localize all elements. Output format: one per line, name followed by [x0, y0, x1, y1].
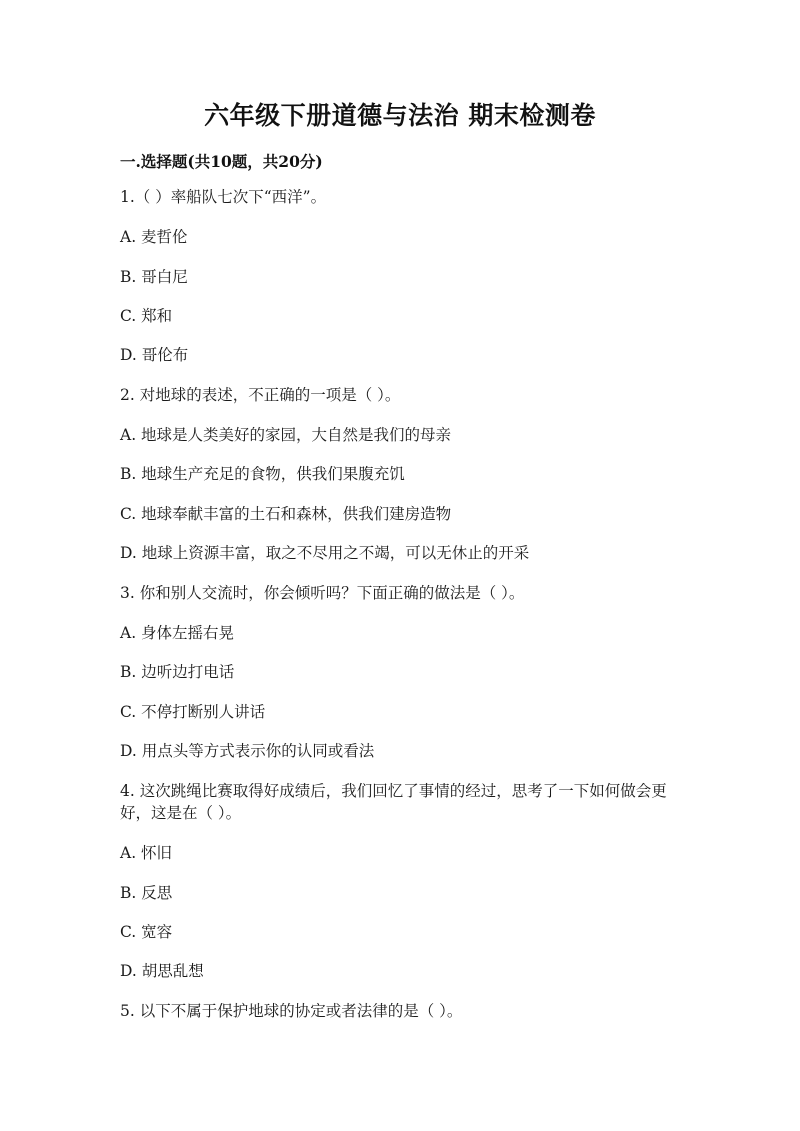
question-5-stem: 5. 以下不属于保护地球的协定或者法律的是（ ）。: [120, 1002, 463, 1020]
question-3-option-b: B. 边听边打电话: [120, 663, 235, 681]
question-1-stem: 1.（ ）率船队七次下“西洋”。: [120, 188, 327, 206]
question-4-option-d: D. 胡思乱想: [120, 962, 204, 980]
question-3-option-c: C. 不停打断别人讲话: [120, 703, 266, 721]
question-2-stem: 2. 对地球的表述，不正确的一项是（ ）。: [120, 386, 401, 404]
question-4-stem: 4. 这次跳绳比赛取得好成绩后，我们回忆了事情的经过，思考了一下如何做会更好，这是在（ ）。: [120, 782, 667, 822]
question-2-option-c: C. 地球奉献丰富的土石和森林，供我们建房造物: [120, 505, 452, 523]
exam-title: 六年级下册道德与法治 期末检测卷: [204, 101, 596, 130]
question-1-option-a: A. 麦哲伦: [120, 228, 188, 246]
question-4-option-a: A. 怀旧: [120, 844, 173, 862]
question-1-option-d: D. 哥伦布: [120, 346, 189, 364]
question-2-option-b: B. 地球生产充足的食物，供我们果腹充饥: [120, 465, 405, 483]
question-3-option-d: D. 用点头等方式表示你的认同或看法: [120, 742, 375, 760]
question-2-option-d: D. 地球上资源丰富，取之不尽用之不竭，可以无休止的开采: [120, 544, 530, 562]
question-1-option-b: B. 哥白尼: [120, 268, 188, 286]
question-3-stem: 3. 你和别人交流时，你会倾听吗？下面正确的做法是（ ）。: [120, 584, 525, 602]
question-4-option-c: C. 宽容: [120, 923, 173, 941]
question-2-option-a: A. 地球是人类美好的家园，大自然是我们的母亲: [120, 426, 452, 444]
section-heading: 一.选择题(共10题，共20分): [120, 152, 323, 171]
question-3-option-a: A. 身体左摇右晃: [120, 624, 235, 642]
question-1-option-c: C. 郑和: [120, 307, 173, 325]
question-4-option-b: B. 反思: [120, 884, 173, 902]
